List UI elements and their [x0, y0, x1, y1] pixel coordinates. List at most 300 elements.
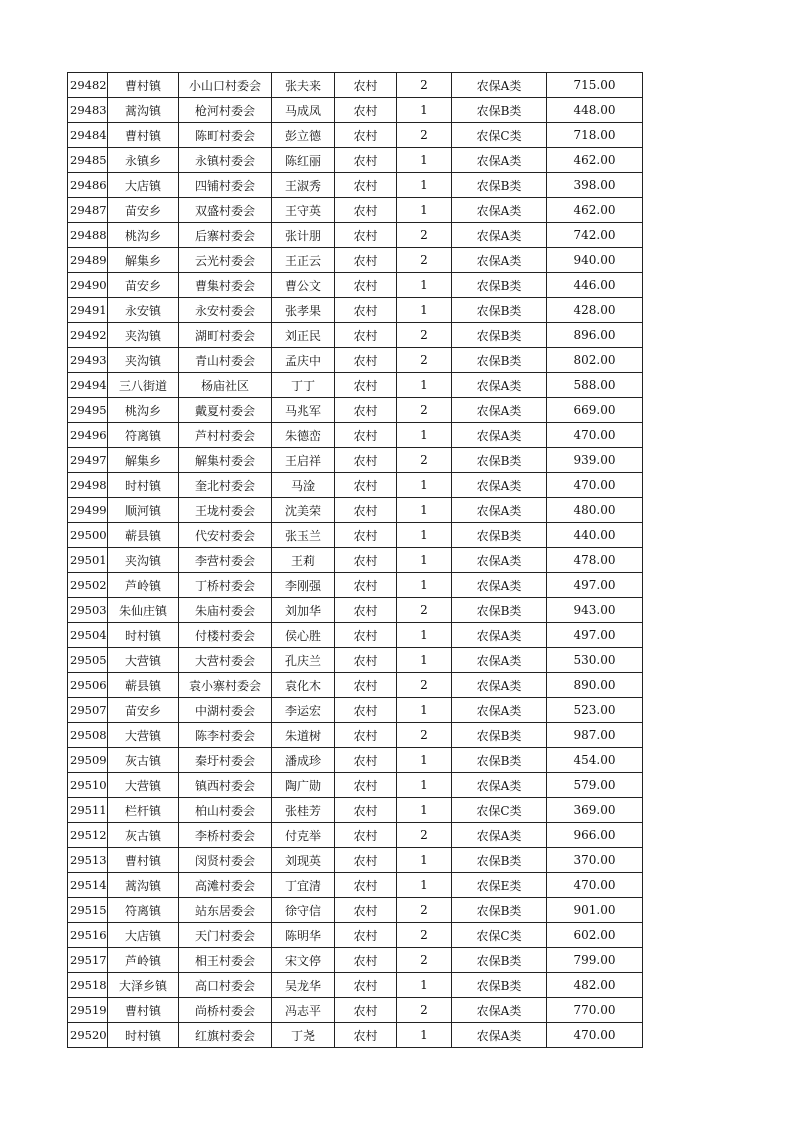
record-id-cell: 29500 — [68, 523, 108, 548]
member-count-cell: 1 — [397, 573, 452, 598]
member-count-cell: 1 — [397, 473, 452, 498]
member-count-cell: 1 — [397, 873, 452, 898]
person-name-cell: 王启祥 — [272, 448, 335, 473]
table-row — [68, 523, 643, 548]
record-id-cell: 29506 — [68, 673, 108, 698]
person-name-cell: 李刚强 — [272, 573, 335, 598]
town-cell: 永安镇 — [108, 298, 179, 323]
table-row — [68, 923, 643, 948]
person-name-cell: 马成凤 — [272, 98, 335, 123]
amount-cell: 715.00 — [547, 73, 643, 98]
member-count-cell: 2 — [397, 898, 452, 923]
insurance-category-cell: 农保B类 — [452, 748, 547, 773]
person-name-cell: 李运宏 — [272, 698, 335, 723]
member-count-cell: 2 — [397, 723, 452, 748]
record-id-cell: 29487 — [68, 198, 108, 223]
insurance-category-cell: 农保A类 — [452, 423, 547, 448]
person-name-cell: 朱道树 — [272, 723, 335, 748]
household-type-cell: 农村 — [335, 998, 397, 1023]
member-count-cell: 1 — [397, 523, 452, 548]
person-name-cell: 张计朋 — [272, 223, 335, 248]
record-id-cell: 29503 — [68, 598, 108, 623]
household-type-cell: 农村 — [335, 498, 397, 523]
person-name-cell: 孟庆中 — [272, 348, 335, 373]
insurance-category-cell: 农保A类 — [452, 73, 547, 98]
household-type-cell: 农村 — [335, 323, 397, 348]
amount-cell: 454.00 — [547, 748, 643, 773]
town-cell: 时村镇 — [108, 1023, 179, 1048]
person-name-cell: 沈美荣 — [272, 498, 335, 523]
member-count-cell: 1 — [397, 273, 452, 298]
village-committee-cell: 相王村委会 — [179, 948, 272, 973]
table-row — [68, 223, 643, 248]
table-row — [68, 698, 643, 723]
village-committee-cell: 大营村委会 — [179, 648, 272, 673]
household-type-cell: 农村 — [335, 473, 397, 498]
insurance-category-cell: 农保C类 — [452, 798, 547, 823]
member-count-cell: 2 — [397, 123, 452, 148]
table-row — [68, 948, 643, 973]
town-cell: 大营镇 — [108, 723, 179, 748]
household-type-cell: 农村 — [335, 698, 397, 723]
member-count-cell: 1 — [397, 148, 452, 173]
amount-cell: 369.00 — [547, 798, 643, 823]
table-row — [68, 398, 643, 423]
household-type-cell: 农村 — [335, 98, 397, 123]
town-cell: 时村镇 — [108, 623, 179, 648]
insurance-category-cell: 农保C类 — [452, 923, 547, 948]
amount-cell: 669.00 — [547, 398, 643, 423]
insurance-category-cell: 农保A类 — [452, 548, 547, 573]
table-row — [68, 598, 643, 623]
person-name-cell: 潘成珍 — [272, 748, 335, 773]
insurance-category-cell: 农保B类 — [452, 948, 547, 973]
person-name-cell: 马淦 — [272, 473, 335, 498]
village-committee-cell: 芦村村委会 — [179, 423, 272, 448]
household-type-cell: 农村 — [335, 648, 397, 673]
insurance-category-cell: 农保A类 — [452, 473, 547, 498]
person-name-cell: 丁宜清 — [272, 873, 335, 898]
table-row — [68, 198, 643, 223]
record-id-cell: 29518 — [68, 973, 108, 998]
village-committee-cell: 曹集村委会 — [179, 273, 272, 298]
household-type-cell: 农村 — [335, 373, 397, 398]
village-committee-cell: 陈町村委会 — [179, 123, 272, 148]
insurance-category-cell: 农保A类 — [452, 623, 547, 648]
town-cell: 时村镇 — [108, 473, 179, 498]
record-id-cell: 29498 — [68, 473, 108, 498]
table-row — [68, 423, 643, 448]
insurance-category-cell: 农保A类 — [452, 773, 547, 798]
village-committee-cell: 站东居委会 — [179, 898, 272, 923]
amount-cell: 799.00 — [547, 948, 643, 973]
table-row — [68, 973, 643, 998]
table-row — [68, 473, 643, 498]
member-count-cell: 2 — [397, 248, 452, 273]
person-name-cell: 王淑秀 — [272, 173, 335, 198]
amount-cell: 939.00 — [547, 448, 643, 473]
insurance-category-cell: 农保B类 — [452, 973, 547, 998]
table-row — [68, 848, 643, 873]
record-id-cell: 29501 — [68, 548, 108, 573]
person-name-cell: 张桂芳 — [272, 798, 335, 823]
table-row — [68, 623, 643, 648]
household-type-cell: 农村 — [335, 623, 397, 648]
amount-cell: 478.00 — [547, 548, 643, 573]
insurance-category-cell: 农保B类 — [452, 323, 547, 348]
town-cell: 永镇乡 — [108, 148, 179, 173]
record-id-cell: 29482 — [68, 73, 108, 98]
village-committee-cell: 镇西村委会 — [179, 773, 272, 798]
insurance-category-cell: 农保A类 — [452, 198, 547, 223]
insurance-category-cell: 农保A类 — [452, 148, 547, 173]
amount-cell: 770.00 — [547, 998, 643, 1023]
town-cell: 曹村镇 — [108, 848, 179, 873]
village-committee-cell: 高滩村委会 — [179, 873, 272, 898]
member-count-cell: 2 — [397, 73, 452, 98]
amount-cell: 370.00 — [547, 848, 643, 873]
insurance-category-cell: 农保B类 — [452, 98, 547, 123]
person-name-cell: 付克举 — [272, 823, 335, 848]
member-count-cell: 2 — [397, 323, 452, 348]
member-count-cell: 1 — [397, 698, 452, 723]
record-id-cell: 29511 — [68, 798, 108, 823]
insurance-category-cell: 农保A类 — [452, 823, 547, 848]
village-committee-cell: 湖町村委会 — [179, 323, 272, 348]
table-row — [68, 348, 643, 373]
village-committee-cell: 枪河村委会 — [179, 98, 272, 123]
household-type-cell: 农村 — [335, 198, 397, 223]
record-id-cell: 29510 — [68, 773, 108, 798]
amount-cell: 966.00 — [547, 823, 643, 848]
insurance-category-cell: 农保A类 — [452, 573, 547, 598]
household-type-cell: 农村 — [335, 398, 397, 423]
town-cell: 顺河镇 — [108, 498, 179, 523]
record-id-cell: 29515 — [68, 898, 108, 923]
amount-cell: 579.00 — [547, 773, 643, 798]
member-count-cell: 1 — [397, 373, 452, 398]
table-row — [68, 498, 643, 523]
insurance-category-cell: 农保A类 — [452, 1023, 547, 1048]
amount-cell: 480.00 — [547, 498, 643, 523]
person-name-cell: 丁丁 — [272, 373, 335, 398]
town-cell: 夹沟镇 — [108, 323, 179, 348]
amount-cell: 462.00 — [547, 148, 643, 173]
village-committee-cell: 王垅村委会 — [179, 498, 272, 523]
table-row — [68, 73, 643, 98]
person-name-cell: 陶广勋 — [272, 773, 335, 798]
town-cell: 蕲县镇 — [108, 523, 179, 548]
amount-cell: 530.00 — [547, 648, 643, 673]
village-committee-cell: 尚桥村委会 — [179, 998, 272, 1023]
person-name-cell: 曹公文 — [272, 273, 335, 298]
insurance-category-cell: 农保B类 — [452, 723, 547, 748]
village-committee-cell: 高口村委会 — [179, 973, 272, 998]
amount-cell: 462.00 — [547, 198, 643, 223]
household-type-cell: 农村 — [335, 1023, 397, 1048]
table-row — [68, 798, 643, 823]
person-name-cell: 刘正民 — [272, 323, 335, 348]
person-name-cell: 王正云 — [272, 248, 335, 273]
person-name-cell: 徐守信 — [272, 898, 335, 923]
member-count-cell: 1 — [397, 648, 452, 673]
town-cell: 芦岭镇 — [108, 573, 179, 598]
amount-cell: 497.00 — [547, 623, 643, 648]
village-committee-cell: 李桥村委会 — [179, 823, 272, 848]
household-type-cell: 农村 — [335, 423, 397, 448]
insurance-category-cell: 农保B类 — [452, 523, 547, 548]
village-committee-cell: 双盛村委会 — [179, 198, 272, 223]
amount-cell: 901.00 — [547, 898, 643, 923]
village-committee-cell: 朱庙村委会 — [179, 598, 272, 623]
amount-cell: 482.00 — [547, 973, 643, 998]
person-name-cell: 陈红丽 — [272, 148, 335, 173]
member-count-cell: 2 — [397, 448, 452, 473]
town-cell: 曹村镇 — [108, 73, 179, 98]
table-row — [68, 773, 643, 798]
town-cell: 蕲县镇 — [108, 673, 179, 698]
table-row — [68, 998, 643, 1023]
village-committee-cell: 柏山村委会 — [179, 798, 272, 823]
record-id-cell: 29504 — [68, 623, 108, 648]
insurance-category-cell: 农保A类 — [452, 673, 547, 698]
village-committee-cell: 秦圩村委会 — [179, 748, 272, 773]
table-row — [68, 123, 643, 148]
member-count-cell: 1 — [397, 98, 452, 123]
record-id-cell: 29485 — [68, 148, 108, 173]
person-name-cell: 彭立德 — [272, 123, 335, 148]
member-count-cell: 2 — [397, 998, 452, 1023]
person-name-cell: 吴龙华 — [272, 973, 335, 998]
amount-cell: 523.00 — [547, 698, 643, 723]
person-name-cell: 王守英 — [272, 198, 335, 223]
household-type-cell: 农村 — [335, 973, 397, 998]
town-cell: 符离镇 — [108, 423, 179, 448]
household-type-cell: 农村 — [335, 598, 397, 623]
amount-cell: 943.00 — [547, 598, 643, 623]
household-type-cell: 农村 — [335, 148, 397, 173]
insurance-category-cell: 农保A类 — [452, 998, 547, 1023]
town-cell: 苗安乡 — [108, 273, 179, 298]
table-row — [68, 98, 643, 123]
amount-cell: 428.00 — [547, 298, 643, 323]
record-id-cell: 29497 — [68, 448, 108, 473]
amount-cell: 602.00 — [547, 923, 643, 948]
table-row — [68, 673, 643, 698]
town-cell: 桃沟乡 — [108, 223, 179, 248]
person-name-cell: 朱德峦 — [272, 423, 335, 448]
insurance-category-cell: 农保B类 — [452, 273, 547, 298]
record-id-cell: 29492 — [68, 323, 108, 348]
table-row — [68, 548, 643, 573]
insurance-category-cell: 农保A类 — [452, 398, 547, 423]
town-cell: 三八街道 — [108, 373, 179, 398]
person-name-cell: 张夫来 — [272, 73, 335, 98]
amount-cell: 718.00 — [547, 123, 643, 148]
town-cell: 夹沟镇 — [108, 348, 179, 373]
town-cell: 灰古镇 — [108, 748, 179, 773]
person-name-cell: 袁化木 — [272, 673, 335, 698]
record-id-cell: 29489 — [68, 248, 108, 273]
household-type-cell: 农村 — [335, 448, 397, 473]
table-row — [68, 748, 643, 773]
town-cell: 大泽乡镇 — [108, 973, 179, 998]
member-count-cell: 2 — [397, 598, 452, 623]
village-committee-cell: 永镇村委会 — [179, 148, 272, 173]
member-count-cell: 2 — [397, 348, 452, 373]
village-committee-cell: 奎北村委会 — [179, 473, 272, 498]
record-id-cell: 29514 — [68, 873, 108, 898]
town-cell: 大店镇 — [108, 173, 179, 198]
village-committee-cell: 袁小寨村委会 — [179, 673, 272, 698]
person-name-cell: 孔庆兰 — [272, 648, 335, 673]
member-count-cell: 2 — [397, 948, 452, 973]
member-count-cell: 2 — [397, 923, 452, 948]
town-cell: 解集乡 — [108, 448, 179, 473]
amount-cell: 470.00 — [547, 473, 643, 498]
town-cell: 朱仙庄镇 — [108, 598, 179, 623]
member-count-cell: 1 — [397, 423, 452, 448]
village-committee-cell: 杨庙社区 — [179, 373, 272, 398]
table-row — [68, 723, 643, 748]
amount-cell: 440.00 — [547, 523, 643, 548]
member-count-cell: 1 — [397, 1023, 452, 1048]
insurance-category-cell: 农保B类 — [452, 898, 547, 923]
amount-cell: 742.00 — [547, 223, 643, 248]
amount-cell: 398.00 — [547, 173, 643, 198]
member-count-cell: 1 — [397, 623, 452, 648]
person-name-cell: 冯志平 — [272, 998, 335, 1023]
village-committee-cell: 闵贤村委会 — [179, 848, 272, 873]
town-cell: 苗安乡 — [108, 698, 179, 723]
household-type-cell: 农村 — [335, 573, 397, 598]
village-committee-cell: 云光村委会 — [179, 248, 272, 273]
household-type-cell: 农村 — [335, 948, 397, 973]
insurance-category-cell: 农保B类 — [452, 298, 547, 323]
person-name-cell: 刘现英 — [272, 848, 335, 873]
insurance-category-cell: 农保C类 — [452, 123, 547, 148]
village-committee-cell: 四铺村委会 — [179, 173, 272, 198]
record-id-cell: 29499 — [68, 498, 108, 523]
record-id-cell: 29490 — [68, 273, 108, 298]
insurance-category-cell: 农保E类 — [452, 873, 547, 898]
village-committee-cell: 中湖村委会 — [179, 698, 272, 723]
record-id-cell: 29513 — [68, 848, 108, 873]
amount-cell: 470.00 — [547, 1023, 643, 1048]
amount-cell: 446.00 — [547, 273, 643, 298]
records-table — [67, 72, 643, 1048]
household-type-cell: 农村 — [335, 73, 397, 98]
insurance-category-cell: 农保A类 — [452, 373, 547, 398]
village-committee-cell: 李营村委会 — [179, 548, 272, 573]
amount-cell: 896.00 — [547, 323, 643, 348]
record-id-cell: 29520 — [68, 1023, 108, 1048]
table-row — [68, 373, 643, 398]
village-committee-cell: 永安村委会 — [179, 298, 272, 323]
insurance-category-cell: 农保A类 — [452, 223, 547, 248]
town-cell: 蒿沟镇 — [108, 873, 179, 898]
member-count-cell: 2 — [397, 823, 452, 848]
household-type-cell: 农村 — [335, 523, 397, 548]
town-cell: 大营镇 — [108, 648, 179, 673]
town-cell: 蒿沟镇 — [108, 98, 179, 123]
village-committee-cell: 青山村委会 — [179, 348, 272, 373]
member-count-cell: 1 — [397, 548, 452, 573]
town-cell: 解集乡 — [108, 248, 179, 273]
village-committee-cell: 戴夏村委会 — [179, 398, 272, 423]
amount-cell: 470.00 — [547, 423, 643, 448]
table-row — [68, 323, 643, 348]
person-name-cell: 侯心胜 — [272, 623, 335, 648]
village-committee-cell: 陈李村委会 — [179, 723, 272, 748]
amount-cell: 470.00 — [547, 873, 643, 898]
table-row — [68, 298, 643, 323]
record-id-cell: 29516 — [68, 923, 108, 948]
amount-cell: 940.00 — [547, 248, 643, 273]
table-row — [68, 898, 643, 923]
household-type-cell: 农村 — [335, 898, 397, 923]
household-type-cell: 农村 — [335, 348, 397, 373]
household-type-cell: 农村 — [335, 673, 397, 698]
amount-cell: 802.00 — [547, 348, 643, 373]
household-type-cell: 农村 — [335, 273, 397, 298]
insurance-category-cell: 农保B类 — [452, 348, 547, 373]
town-cell: 曹村镇 — [108, 123, 179, 148]
member-count-cell: 2 — [397, 223, 452, 248]
table-row — [68, 148, 643, 173]
village-committee-cell: 付楼村委会 — [179, 623, 272, 648]
member-count-cell: 1 — [397, 173, 452, 198]
household-type-cell: 农村 — [335, 123, 397, 148]
household-type-cell: 农村 — [335, 548, 397, 573]
table-row — [68, 573, 643, 598]
person-name-cell: 刘加华 — [272, 598, 335, 623]
household-type-cell: 农村 — [335, 173, 397, 198]
household-type-cell: 农村 — [335, 748, 397, 773]
insurance-category-cell: 农保A类 — [452, 698, 547, 723]
record-id-cell: 29483 — [68, 98, 108, 123]
town-cell: 桃沟乡 — [108, 398, 179, 423]
member-count-cell: 1 — [397, 773, 452, 798]
insurance-category-cell: 农保B类 — [452, 448, 547, 473]
insurance-category-cell: 农保A类 — [452, 648, 547, 673]
member-count-cell: 1 — [397, 798, 452, 823]
table-body — [68, 73, 643, 1048]
table-row — [68, 173, 643, 198]
table-row — [68, 648, 643, 673]
village-committee-cell: 红旗村委会 — [179, 1023, 272, 1048]
record-id-cell: 29493 — [68, 348, 108, 373]
amount-cell: 890.00 — [547, 673, 643, 698]
household-type-cell: 农村 — [335, 848, 397, 873]
member-count-cell: 1 — [397, 973, 452, 998]
town-cell: 大店镇 — [108, 923, 179, 948]
table-row — [68, 823, 643, 848]
record-id-cell: 29494 — [68, 373, 108, 398]
town-cell: 芦岭镇 — [108, 948, 179, 973]
record-id-cell: 29491 — [68, 298, 108, 323]
household-type-cell: 农村 — [335, 823, 397, 848]
amount-cell: 588.00 — [547, 373, 643, 398]
household-type-cell: 农村 — [335, 873, 397, 898]
household-type-cell: 农村 — [335, 923, 397, 948]
record-id-cell: 29509 — [68, 748, 108, 773]
town-cell: 曹村镇 — [108, 998, 179, 1023]
record-id-cell: 29488 — [68, 223, 108, 248]
record-id-cell: 29519 — [68, 998, 108, 1023]
person-name-cell: 陈明华 — [272, 923, 335, 948]
insurance-category-cell: 农保B类 — [452, 848, 547, 873]
